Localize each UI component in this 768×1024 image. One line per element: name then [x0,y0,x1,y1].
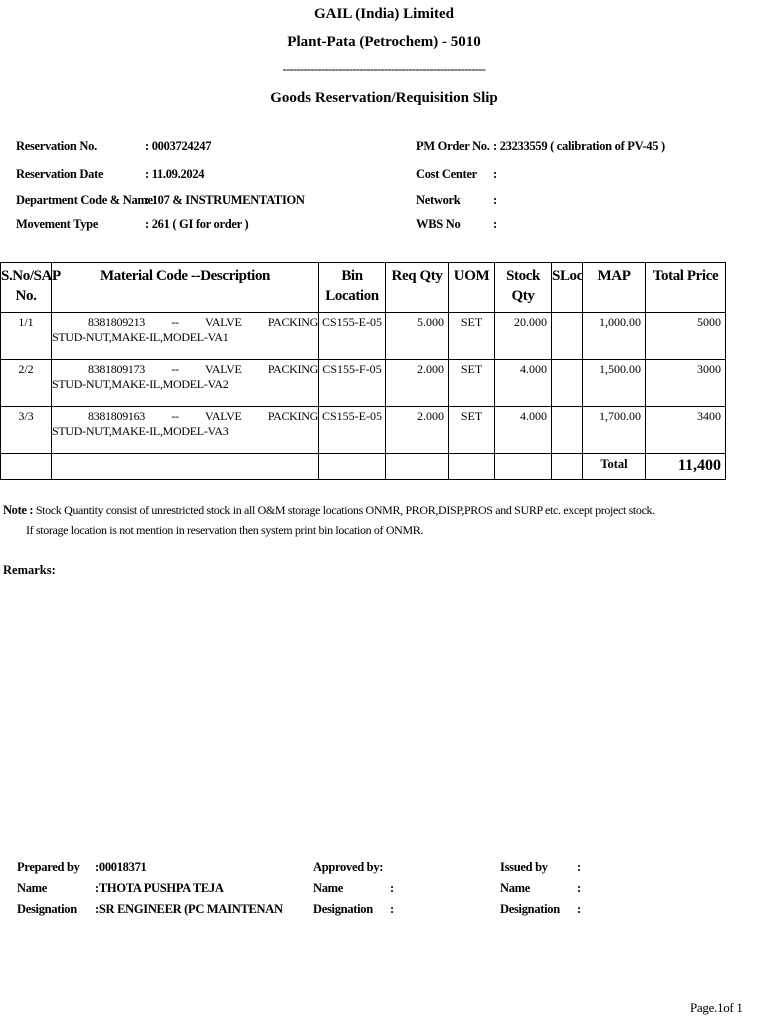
row-map: 1,500.00 [583,360,646,407]
issued-designation-value: : [577,902,581,916]
page-number: Page.1of 1 [690,1000,743,1015]
cost-center-label: Cost Center [416,167,477,181]
row-sno: 3/3 [1,407,52,454]
pm-order-label: PM Order No. [416,139,490,153]
row-sloc [552,313,583,360]
note-line2: If storage location is not mention in reservation then system print bin location of ONMR. [26,523,424,537]
note-line1: Stock Quantity consist of unrestricted stock in all O&M storage locations ONMR, PROR,DISP,PROS and SURP etc. except project stock. [35,503,655,517]
approved-designation-value: : [390,902,394,916]
name-label: Name [17,881,48,895]
stock-note [3,500,655,540]
desc-line2: STUD-NUT,MAKE-IL,MODEL-VA1 [52,330,229,344]
row-uom: SET [449,407,495,454]
empty-cell [1,454,52,480]
row-bin: CS155-E-05 [319,407,386,454]
row-req-qty: 5.000 [386,313,449,360]
table-row [1,313,726,360]
cost-center-value: : [493,167,497,181]
header-material: Material Code --Description [52,263,319,313]
header-sloc: SLoc [552,263,583,313]
row-req-qty: 2.000 [386,360,449,407]
designation-label: Designation [17,902,77,916]
plant-name: Plant-Pata (Petrochem) - 5010 [287,34,481,50]
empty-cell [386,454,449,480]
row-sloc [552,407,583,454]
row-bin: CS155-E-05 [319,313,386,360]
wbs-label: WBS No [416,217,461,231]
title-rule: ---------------------------------------------------------- [282,62,486,76]
row-uom: SET [449,313,495,360]
row-uom: SET [449,360,495,407]
row-sloc [552,360,583,407]
header-bin: Bin Location [319,263,386,313]
row-total: 3000 [646,360,726,407]
row-total: 5000 [646,313,726,360]
desc-line2: STUD-NUT,MAKE-IL,MODEL-VA2 [52,377,229,391]
row-stock-qty: 20.000 [495,313,552,360]
desc-word: PACKING [267,362,318,376]
row-stock-qty: 4.000 [495,407,552,454]
desc-word: VALVE [205,362,242,376]
material-code: 8381809213 [88,315,146,329]
approved-name-label: Name [313,881,344,895]
row-description [52,313,319,360]
separator: -- [171,315,179,329]
approved-by-label: Approved by: [313,860,384,874]
reservation-date-label: Reservation Date [16,167,104,181]
movement-type-value: : 261 ( GI for order ) [145,217,249,231]
row-description [52,360,319,407]
separator: -- [171,409,179,423]
empty-cell [52,454,319,480]
reservation-no-value: : 0003724247 [145,139,212,153]
reservation-date-value: : 11.09.2024 [145,167,205,181]
table-row [1,360,726,407]
note-label: Note : [3,503,34,517]
table-header-row [1,263,726,313]
desc-line2: STUD-NUT,MAKE-IL,MODEL-VA3 [52,424,229,438]
desc-word: VALVE [205,409,242,423]
document-title: Goods Reservation/Requisition Slip [270,90,498,106]
row-req-qty: 2.000 [386,407,449,454]
approved-name-value: : [390,881,394,895]
network-value: : [493,193,497,207]
row-sno: 2/2 [1,360,52,407]
desc-word: VALVE [205,315,242,329]
network-label: Network [416,193,461,207]
table-row [1,407,726,454]
material-code: 8381809163 [88,409,146,423]
separator: -- [171,362,179,376]
issued-name-value: : [577,881,581,895]
issued-name-label: Name [500,881,531,895]
total-label: Total [583,454,646,480]
empty-cell [552,454,583,480]
header-req-qty: Req Qty [386,263,449,313]
empty-cell [319,454,386,480]
header-sno: S.No/SAP No. [1,263,52,313]
empty-cell [495,454,552,480]
desc-word: PACKING [267,409,318,423]
materials-table [0,262,726,480]
prepared-by-value: :00018371 [95,860,147,874]
header-stock-qty: Stock Qty [495,263,552,313]
total-row [1,454,726,480]
name-value: :THOTA PUSHPA TEJA [95,881,224,895]
empty-cell [449,454,495,480]
desc-word: PACKING [267,315,318,329]
material-code: 8381809173 [88,362,146,376]
issued-by-value: : [577,860,581,874]
reservation-no-label: Reservation No. [16,139,97,153]
remarks-label: Remarks: [3,563,56,577]
issued-by-label: Issued by [500,860,548,874]
row-total: 3400 [646,407,726,454]
department-label: Department Code & Name [16,193,153,207]
company-name: GAIL (India) Limited [313,6,455,22]
total-value: 11,400 [646,454,726,480]
wbs-value: : [493,217,497,231]
approved-designation-label: Designation [313,902,373,916]
header-uom: UOM [449,263,495,313]
row-map: 1,000.00 [583,313,646,360]
header-total-price: Total Price [646,263,726,313]
prepared-by-label: Prepared by [17,860,80,874]
row-bin: CS155-F-05 [319,360,386,407]
header-map: MAP [583,263,646,313]
issued-designation-label: Designation [500,902,560,916]
designation-value: :SR ENGINEER (PC MAINTENAN [95,902,283,916]
row-sno: 1/1 [1,313,52,360]
movement-type-label: Movement Type [16,217,99,231]
pm-order-value: : 23233559 ( calibration of PV-45 ) [493,139,665,153]
row-map: 1,700.00 [583,407,646,454]
department-value: : 107 & INSTRUMENTATION [145,193,305,207]
row-stock-qty: 4.000 [495,360,552,407]
row-description [52,407,319,454]
